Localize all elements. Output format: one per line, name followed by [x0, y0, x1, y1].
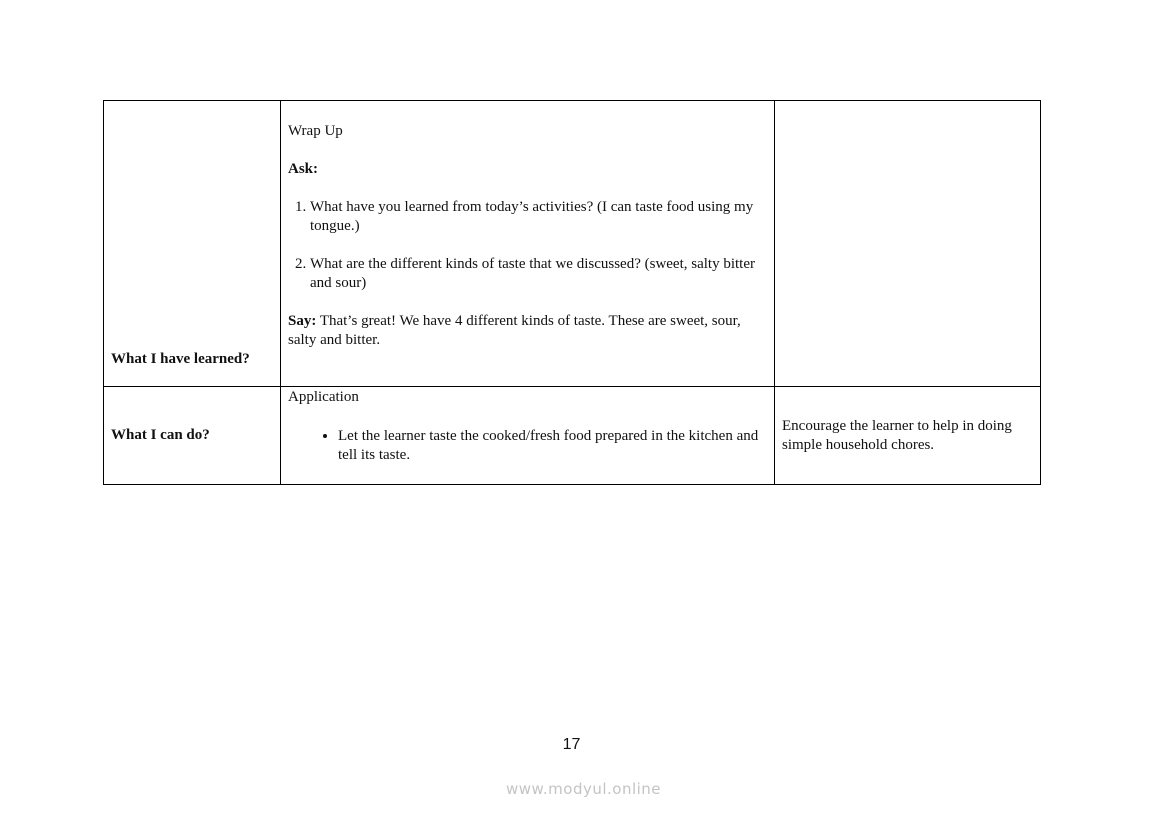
say-label: Say:	[288, 313, 317, 329]
lesson-plan-table	[103, 100, 1041, 485]
section-title: Application	[288, 389, 359, 405]
question-list	[288, 198, 767, 293]
page-number: 17	[562, 736, 581, 753]
row-content	[281, 387, 775, 485]
row-label: What I can do?	[104, 387, 281, 485]
bullet-list	[288, 427, 767, 465]
row-notes	[775, 101, 1041, 387]
row-notes: Encourage the learner to help in doing simple household chores.	[775, 387, 1041, 485]
section-title: Wrap Up	[288, 123, 343, 139]
row-content	[281, 101, 775, 387]
list-item: • Let the learner taste the cooked/fresh food prepared in the kitchen and tell its taste.	[338, 427, 767, 465]
list-item: 1. What have you learned from today’s activities? (I can taste food using my tongue.)	[310, 198, 767, 236]
row-label: What I have learned?	[104, 101, 281, 387]
ask-heading: Ask:	[288, 161, 319, 177]
table-row	[104, 387, 1041, 485]
say-paragraph	[288, 312, 767, 350]
list-item: 2. What are the different kinds of taste that we discussed? (sweet, salty bitter and sour)	[310, 255, 767, 293]
watermark: www.modyul.online	[505, 780, 662, 798]
table-row	[104, 101, 1041, 387]
say-text: That’s great! We have 4 different kinds of taste. These are sweet, sour, salty and bitter.	[288, 313, 741, 348]
